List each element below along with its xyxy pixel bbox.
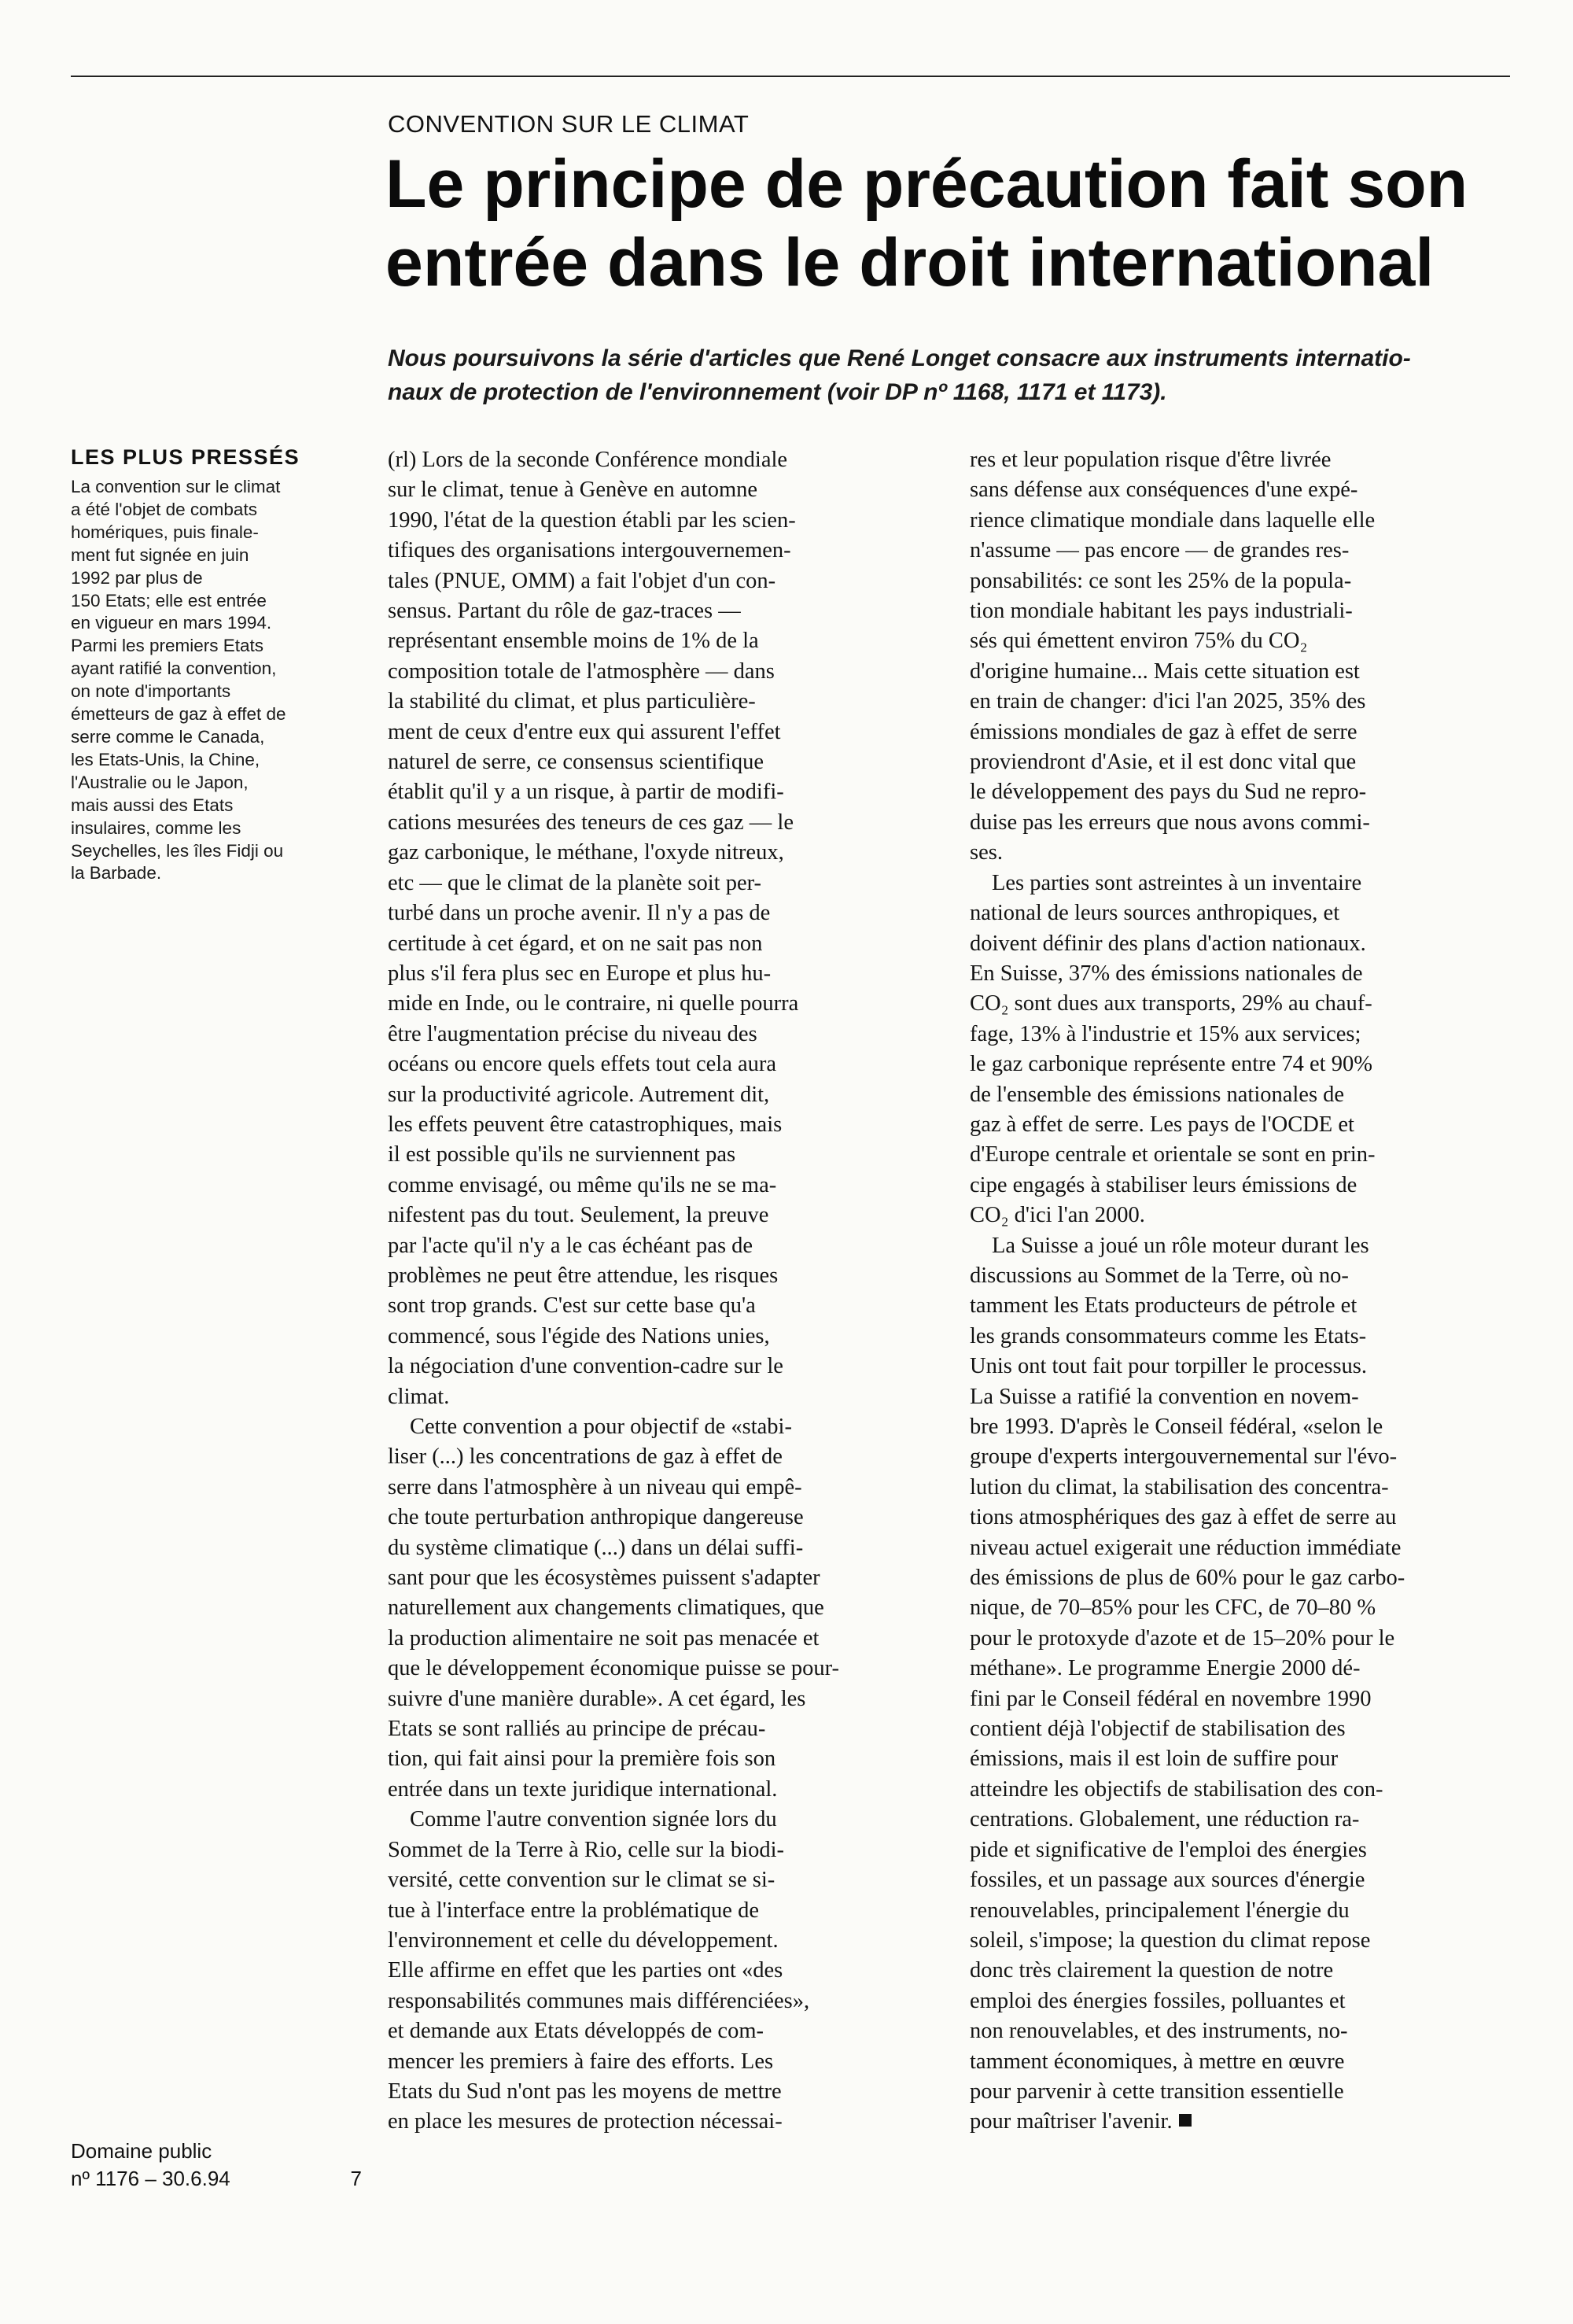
article-line: pide et significative de l'emploi des énergies	[970, 1837, 1367, 1862]
article-line: comme envisagé, ou même qu'ils ne se ma-	[388, 1172, 777, 1197]
article-line: d'origine humaine... Mais cette situation est	[970, 658, 1360, 684]
article-line: sés qui émettent environ 75% du CO₂	[970, 629, 1308, 654]
article-line: la production alimentaire ne soit pas menacée et	[388, 1625, 820, 1651]
publication-name: Domaine public	[71, 2139, 212, 2163]
headline-line: Le principe de précaution fait son	[385, 146, 1468, 222]
article-line: la négociation d'une convention-cadre sur le	[388, 1354, 783, 1379]
article-line: Cette convention a pour objectif de «stabi-	[410, 1415, 792, 1439]
article-line: rience climatique mondiale dans laquelle elle	[970, 507, 1376, 533]
article-line: fossiles, et un passage aux sources d'énergie	[970, 1868, 1365, 1893]
article-line: tamment les Etats producteurs de pétrole et	[970, 1293, 1357, 1319]
article-line: emploi des énergies fossiles, polluantes et	[970, 1988, 1346, 2013]
page-number: 7	[350, 2167, 362, 2190]
article-line: (rl) Lors de la seconde Conférence mondiale	[388, 448, 788, 472]
sidebar-line: émetteurs de gaz à effet de	[71, 704, 286, 725]
article-line: niveau actuel exigerait une réduction immédiate	[970, 1535, 1402, 1560]
headline-line: entrée dans le droit international	[385, 225, 1435, 301]
article-line: Sommet de la Terre à Rio, celle sur la biodi-	[388, 1837, 784, 1862]
article-line: etc — que le climat de la planète soit per-	[388, 870, 762, 895]
sidebar-line: homériques, puis finale-	[71, 522, 259, 542]
article-line: sur la productivité agricole. Autrement dit,	[388, 1082, 770, 1107]
article-line: Comme l'autre convention signée lors du	[410, 1807, 777, 1832]
article-line: sensus. Partant du rôle de gaz-traces —	[388, 599, 741, 624]
sidebar-line: les Etats-Unis, la Chine,	[71, 749, 260, 769]
article-line: le développement des pays du Sud ne repro-	[970, 780, 1367, 805]
article-line: cations mesurées des teneurs de ces gaz — le	[388, 810, 794, 835]
article-line: pour le protoxyde d'azote et de 15–20% pour le	[970, 1625, 1395, 1651]
sidebar-line: la Barbade.	[71, 863, 162, 883]
article-line: serre dans l'atmosphère à un niveau qui empê-	[388, 1474, 802, 1500]
article-line: émissions mondiales de gaz à effet de serre	[970, 719, 1357, 744]
article-line: problèmes ne peut être attendue, les risques	[388, 1263, 779, 1288]
article-line: 1990, l'état de la question établi par les scien-	[388, 507, 796, 533]
article-line: donc très clairement la question de notre	[970, 1958, 1334, 1983]
article-line: et demande aux Etats développés de com-	[388, 2019, 764, 2044]
article-line: gaz carbonique, le méthane, l'oxyde nitreux,	[388, 840, 784, 865]
article-line: nifestent pas du tout. Seulement, la preuve	[388, 1203, 769, 1228]
article-line: océans ou encore quels effets tout cela aura	[388, 1052, 777, 1077]
article-line: gaz à effet de serre. Les pays de l'OCDE et	[970, 1112, 1354, 1137]
article-line: ponsabilités: ce sont les 25% de la popula-	[970, 568, 1352, 593]
article-line: sans défense aux conséquences d'une expé-	[970, 478, 1358, 503]
article-line: certitude à cet égard, et on ne sait pas non	[388, 931, 763, 956]
article-line: que le développement économique puisse se pour-	[388, 1656, 840, 1681]
article-line: tion, qui fait ainsi pour la première fois son	[388, 1747, 776, 1772]
article-line: fini par le Conseil fédéral en novembre 1990	[970, 1686, 1372, 1711]
article-line: duise pas les erreurs que nous avons commi-	[970, 810, 1370, 835]
headline	[385, 145, 1518, 302]
sidebar-line: ayant ratifié la convention,	[71, 658, 277, 679]
article-line: n'assume — pas encore — de grandes res-	[970, 538, 1350, 563]
sidebar-line: on note d'importants	[71, 681, 231, 702]
article-line: ment de ceux d'entre eux qui assurent l'effet	[388, 719, 781, 744]
article-line: versité, cette convention sur le climat se si-	[388, 1868, 775, 1893]
article-line: Elle affirme en effet que les parties ont «des	[388, 1958, 783, 1983]
sidebar-line: mais aussi des Etats	[71, 795, 234, 815]
article-line: il est possible qu'ils ne surviennent pas	[388, 1142, 736, 1168]
article-column-1	[388, 445, 930, 2138]
article-line: sont trop grands. C'est sur cette base qu'a	[388, 1293, 756, 1319]
article-line: mide en Inde, ou le contraire, ni quelle pourra	[388, 991, 799, 1016]
article-line: liser (...) les concentrations de gaz à effet de	[388, 1444, 783, 1470]
sidebar-line: La convention sur le climat	[71, 477, 281, 496]
article-line: sur le climat, tenue à Genève en automne	[388, 478, 758, 503]
sidebar-line: insulaires, comme les	[71, 817, 241, 838]
article-line: contient déjà l'objectif de stabilisation des	[970, 1717, 1346, 1742]
article-line: doivent définir des plans d'action nationaux.	[970, 931, 1366, 956]
intro-line: Nous poursuivons la série d'articles que René Longet consacre aux instruments internatio-	[388, 345, 1411, 371]
article-line: naturellement aux changements climatiques, que	[388, 1595, 824, 1621]
article-line: CO₂ d'ici l'an 2000.	[970, 1203, 1145, 1228]
article-line: discussions au Sommet de la Terre, où no-	[970, 1263, 1349, 1288]
article-line: bre 1993. D'après le Conseil fédéral, «selon le	[970, 1415, 1383, 1439]
end-of-article-mark	[1179, 2114, 1192, 2127]
article-line: le gaz carbonique représente entre 74 et 90%	[970, 1052, 1372, 1077]
top-rule	[71, 76, 1510, 77]
article-line: responsabilités communes mais différenciées»,	[388, 1988, 810, 2013]
article-line: établit qu'il y a un risque, à partir de modifi-	[388, 780, 784, 805]
article-line: La Suisse a joué un rôle moteur durant les	[992, 1233, 1369, 1258]
issue-info: nº 1176 – 30.6.94	[71, 2167, 230, 2190]
article-line: émissions, mais il est loin de suffire pour	[970, 1747, 1339, 1772]
article-line: turbé dans un proche avenir. Il n'y a pas de	[388, 901, 771, 926]
article-line: climat.	[388, 1384, 450, 1409]
sidebar-text	[71, 476, 354, 885]
article-line: entrée dans un texte juridique international.	[388, 1776, 778, 1802]
article-line: soleil, s'impose; la question du climat repose	[970, 1927, 1371, 1953]
article-line: la stabilité du climat, et plus particulière-	[388, 689, 756, 714]
article-line: En Suisse, 37% des émissions nationales de	[970, 961, 1363, 986]
sidebar-line: l'Australie ou le Japon,	[71, 772, 249, 792]
article-line: Unis ont tout fait pour torpiller le processus.	[970, 1354, 1367, 1379]
article-line: renouvelables, principalement l'énergie du	[970, 1898, 1350, 1923]
article-line: pour maîtriser l'avenir.	[970, 2107, 1512, 2137]
article-line: Les parties sont astreintes à un inventaire	[992, 870, 1362, 895]
article-line: lution du climat, la stabilisation des concentra-	[970, 1474, 1389, 1500]
article-line: national de leurs sources anthropiques, et	[970, 901, 1340, 926]
article-line: Etats du Sud n'ont pas les moyens de mettre	[388, 2079, 782, 2104]
intro-paragraph	[388, 341, 1512, 409]
article-line: de l'ensemble des émissions nationales de	[970, 1082, 1345, 1107]
article-line: tue à l'interface entre la problématique de	[388, 1898, 759, 1923]
sidebar-line: a été l'objet de combats	[71, 499, 257, 519]
article-column-2	[970, 445, 1512, 2138]
article-line: d'Europe centrale et orientale se sont en prin-	[970, 1142, 1376, 1168]
article-line: groupe d'experts intergouvernemental sur l'évo-	[970, 1444, 1398, 1470]
article-line: non renouvelables, et des instruments, no-	[970, 2019, 1348, 2044]
article-line: che toute perturbation anthropique dangereuse	[388, 1505, 804, 1530]
article-line: La Suisse a ratifié la convention en novem-	[970, 1384, 1359, 1409]
article-line: centrations. Globalement, une réduction ra-	[970, 1807, 1360, 1832]
article-line: CO₂ sont dues aux transports, 29% au chauf-	[970, 991, 1372, 1016]
article-line: des émissions de plus de 60% pour le gaz carbo-	[970, 1566, 1405, 1591]
article-line: en place les mesures de protection nécessai-	[388, 2109, 783, 2134]
article-line: tion mondiale habitant les pays industriali-	[970, 599, 1353, 624]
article-line: cipe engagés à stabiliser leurs émissions de	[970, 1172, 1357, 1197]
article-line: plus s'il fera plus sec en Europe et plus hu-	[388, 961, 772, 986]
article-line: par l'acte qu'il n'y a le cas échéant pas de	[388, 1233, 753, 1258]
article-line: être l'augmentation précise du niveau des	[388, 1021, 757, 1046]
sidebar-line: Seychelles, les îles Fidji ou	[71, 840, 284, 861]
page-footer	[71, 2138, 362, 2193]
intro-line: naux de protection de l'environnement (voir DP nº 1168, 1171 et 1173).	[388, 379, 1167, 405]
article-line: tales (PNUE, OMM) a fait l'objet d'un con-	[388, 568, 776, 593]
article-line: proviendront d'Asie, et il est donc vital que	[970, 750, 1357, 775]
article-line: res et leur population risque d'être livrée	[970, 448, 1332, 472]
article-line: ses.	[970, 840, 1003, 865]
article-line: fage, 13% à l'industrie et 15% aux services;	[970, 1021, 1361, 1046]
article-line: tions atmosphériques des gaz à effet de serre au	[970, 1505, 1397, 1530]
article-line: naturel de serre, ce consensus scientifique	[388, 750, 764, 775]
article-line: en train de changer: d'ici l'an 2025, 35% des	[970, 689, 1366, 714]
sidebar-line: Parmi les premiers Etats	[71, 636, 264, 656]
sidebar-line: serre comme le Canada,	[71, 726, 265, 747]
article-line: pour parvenir à cette transition essentielle	[970, 2079, 1344, 2104]
article-line: les effets peuvent être catastrophiques, mais	[388, 1112, 783, 1137]
article-line: tifiques des organisations intergouvernemen-	[388, 538, 791, 563]
article-line: du système climatique (...) dans un délai suffi-	[388, 1535, 804, 1560]
article-line: mencer les premiers à faire des efforts. Les	[388, 2049, 774, 2074]
sidebar-line: 1992 par plus de	[71, 567, 203, 588]
article-line: tamment économiques, à mettre en œuvre	[970, 2049, 1345, 2074]
article-line: l'environnement et celle du développement.	[388, 1927, 779, 1953]
article-line: suivre d'une manière durable». A cet égard, les	[388, 1686, 806, 1711]
sidebar-line: ment fut signée en juin	[71, 544, 249, 565]
article-line: commencé, sous l'égide des Nations unies,	[388, 1323, 770, 1348]
article-line: méthane». Le programme Energie 2000 dé-	[970, 1656, 1361, 1681]
sidebar-line: en vigueur en mars 1994.	[71, 613, 272, 633]
article-line: les grands consommateurs comme les Etats-	[970, 1323, 1367, 1348]
sidebar-line: 150 Etats; elle est entrée	[71, 590, 267, 611]
article-line: représentant ensemble moins de 1% de la	[388, 629, 759, 654]
sidebar-title: LES PLUS PRESSÉS	[71, 445, 300, 469]
sidebar-summary	[71, 445, 354, 885]
article-line: atteindre les objectifs de stabilisation des con-	[970, 1776, 1383, 1802]
article-line: sant pour que les écosystèmes puissent s'adapter	[388, 1566, 820, 1591]
article-line: Etats se sont ralliés au principe de précau-	[388, 1717, 766, 1742]
article-line: nique, de 70–85% pour les CFC, de 70–80 %	[970, 1595, 1376, 1621]
article-line: composition totale de l'atmosphère — dans	[388, 658, 775, 684]
kicker: CONVENTION SUR LE CLIMAT	[388, 110, 750, 138]
